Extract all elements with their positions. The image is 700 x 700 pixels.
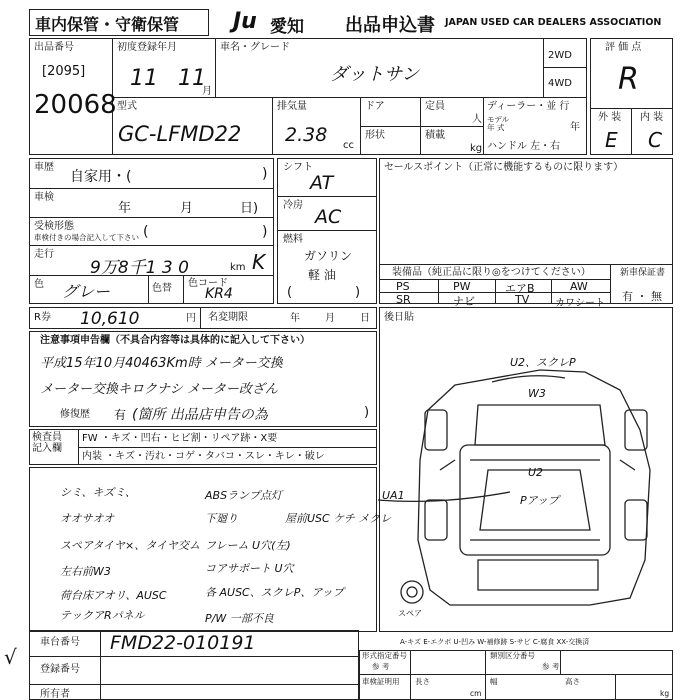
registration-year: 11 (130, 66, 158, 91)
model-label: 型式 (117, 101, 137, 112)
inspector-note-r4: コアサポート U穴 (205, 562, 294, 575)
warranty-note: 車検付きの場合記入して下さい (34, 233, 139, 242)
fuel-label: 燃料 (283, 234, 303, 245)
cert-label: 車検証明用 (362, 677, 400, 686)
color-label: 色 (34, 279, 44, 290)
new-warranty-value: 有 ・ 無 (622, 290, 662, 303)
inspector-note-r2: 屋前USC ケチ メクレ (285, 512, 392, 525)
reg-number-label: 登録番号 (40, 664, 80, 675)
int-grade-value: C (648, 128, 662, 152)
name-change-label: 名変期限 (208, 312, 248, 323)
model-year-unit: 年 (570, 122, 580, 133)
grade-label: 評 価 点 (605, 42, 642, 53)
history-value: 自家用・( (70, 169, 132, 185)
logo-region: 愛知 (270, 17, 304, 37)
diagram-w3: W3 (528, 387, 546, 400)
equip-airbag: エアB (505, 282, 535, 295)
car-name-value: ダットサン (330, 64, 420, 85)
repair-close: ) (364, 405, 370, 420)
warranty-open: ( (143, 224, 149, 240)
inspection-year: 年 (118, 201, 132, 216)
inspection-month: 月 (180, 201, 194, 216)
length-unit: cm (470, 689, 482, 698)
color-value: グレー (62, 282, 111, 301)
storage-label: 車内保管・守衛保管 (35, 15, 180, 34)
length-label: 長さ (415, 677, 430, 686)
weight-unit: kg (660, 689, 670, 698)
warranty-close: ) (262, 224, 268, 240)
drive-2wd: 2WD (548, 50, 572, 61)
mileage-label: 走行 (34, 249, 54, 260)
lot-label: 出品番号 (34, 42, 74, 53)
notes-line1: 平成15年10月40463Km時 メーター交換 (40, 356, 283, 371)
inspection-label: 車検 (34, 192, 54, 203)
registration-month: 11 (178, 66, 206, 91)
inspector-note-2: スペアタイヤ×、タイヤ交ム (60, 539, 201, 552)
inspector-note-0: シミ、キズミ、 (60, 486, 136, 499)
color-change-label: 色替 (152, 283, 172, 294)
chassis-label: 車台番号 (40, 637, 80, 648)
width-label: 幅 (490, 677, 498, 686)
registration-month-unit: 月 (202, 86, 212, 97)
lot-sub-number: [2095] (42, 64, 86, 79)
load-label: 積載 (425, 130, 445, 141)
doors-label: ドア (365, 101, 385, 112)
inspector-int-row: 内装 ・キズ・汚れ・コゲ・タバコ・スレ・キレ・破レ (82, 451, 325, 462)
displacement-value: 2.38 (285, 124, 328, 146)
displacement-label: 排気量 (277, 101, 307, 112)
car-name-label: 車名・グレード (220, 42, 290, 53)
mileage-value: 9万8千1 3 0 (90, 258, 189, 278)
repair-label: 修復歴 (60, 409, 90, 420)
ac-value: AC (315, 206, 342, 228)
history-close: ) (262, 166, 268, 182)
capacity-unit: 人 (472, 114, 482, 125)
color-code-label: 色コード (188, 278, 228, 289)
notes-label: 注意事項申告欄（不具合内容等は具体的に記入して下さい） (40, 335, 310, 346)
inspector-note-r3: フレーム U穴(左) (205, 539, 291, 552)
ac-label: 冷房 (283, 200, 303, 211)
damage-legend: A-キズ E-エクボ U-凹み W-補修跡 S-サビ C-腐食 XX-交換済 (400, 638, 590, 646)
fuel-close: ) (355, 285, 361, 300)
after-fitting-label: 後日貼 (384, 312, 414, 323)
equip-navi: ナビ (453, 295, 475, 308)
lot-number: 20068 (34, 90, 117, 120)
mileage-unit: km (230, 262, 246, 273)
history-label: 車歴 (34, 162, 54, 173)
margin-mark: √ (4, 645, 17, 669)
inspector-note-r0: ABSランプ点灯 (205, 489, 283, 502)
ref-label-1: 参 考 (372, 662, 390, 671)
shape-label: 形状 (365, 130, 385, 141)
name-change-day: 日 (360, 313, 370, 324)
chassis-value: FMD22-010191 (110, 632, 256, 654)
inspector-note-5: テックアRパネル (60, 609, 145, 622)
equip-aw: AW (570, 280, 588, 293)
notes-line2: メーター交換キロクナシ メーター改ざん (40, 382, 278, 397)
repair-has: 有 (114, 408, 127, 422)
int-grade-label: 内 装 (640, 112, 664, 123)
fuel-open: ( (287, 285, 293, 300)
equip-tv: TV (515, 293, 530, 306)
dealer-label: ディーラー・並 行 (487, 101, 570, 112)
drive-4wd: 4WD (548, 78, 572, 89)
fuel-diesel: 軽 油 (308, 268, 336, 282)
inspector-note-r5: 各 AUSC、スクレP、アップ (205, 586, 344, 599)
load-unit: kg (470, 143, 483, 154)
displacement-unit: cc (343, 140, 354, 151)
shift-label: シフト (283, 162, 313, 173)
recycle-unit: 円 (186, 313, 196, 324)
diagram-center1: U2 (528, 466, 544, 479)
warranty-label: 受検形態 (34, 221, 74, 232)
fuel-gas: ガソリン (304, 249, 353, 263)
new-warranty-label: 新車保証書 (620, 268, 666, 278)
equip-ps: PS (396, 280, 410, 293)
inspector-fw-row: FW ・キズ・凹右・ヒビ割・リペア跡・X要 (82, 433, 278, 444)
inspector-note-r6: P/W 一部不良 (205, 612, 274, 625)
height-label: 高さ (565, 677, 580, 686)
inspector-label: 検査員 記入欄 (32, 432, 62, 454)
handle-label: ハンドル 左・右 (487, 141, 561, 152)
registration-label: 初度登録年月 (117, 42, 177, 53)
equipment-label: 装備品（純正品に限り◎をつけてください） (392, 267, 591, 278)
type-code-label: 類別区分番号 (490, 651, 535, 660)
inspection-day: 日) (240, 201, 259, 216)
inspector-note-3: 左右前W3 (60, 565, 111, 578)
diagram-center2: Pアップ (520, 494, 559, 507)
equip-sr: SR (396, 293, 411, 306)
ref-label-2: 参 考 (542, 662, 560, 671)
equip-pw: PW (453, 280, 471, 293)
inspector-note-r1: 下廻り (205, 512, 238, 525)
shape-code-label: 形式指定番号 (362, 651, 407, 660)
diagram-ua: UA1 (382, 489, 405, 502)
owner-label: 所有者 (40, 689, 70, 700)
diagram-spare-label: スペア (398, 609, 422, 618)
equip-kawa-seat: カワシート (555, 298, 605, 309)
color-code-value: KR4 (205, 286, 233, 302)
grade-value: R (618, 62, 639, 97)
name-change-year: 年 (290, 313, 300, 324)
association-name: JAPAN USED CAR DEALERS ASSOCIATION (445, 17, 662, 28)
form-title: 出品申込書 (345, 15, 435, 36)
inspector-note-1: オオサオオ (60, 512, 115, 525)
ext-grade-label: 外 装 (598, 112, 622, 123)
recycle-label: R券 (34, 312, 51, 323)
model-year-label: モデル 年 式 (487, 115, 510, 132)
ext-grade-value: E (605, 128, 618, 152)
model-value: GC-LFMD22 (118, 122, 242, 146)
logo-mark: Ju (233, 9, 257, 34)
sales-point-label: セールスポイント（正常に機能するものに限ります） (384, 162, 624, 173)
diagram-roof-note: U2、スクレP (510, 356, 576, 369)
inspector-note-4: 荷台床アオリ、AUSC (60, 589, 167, 602)
repair-detail: (箇所 出品店申告の為 (132, 407, 268, 423)
name-change-month: 月 (325, 313, 335, 324)
mileage-mark: K (252, 250, 266, 274)
shift-value: AT (310, 172, 334, 194)
capacity-label: 定員 (425, 101, 445, 112)
recycle-value: 10,610 (80, 309, 140, 329)
